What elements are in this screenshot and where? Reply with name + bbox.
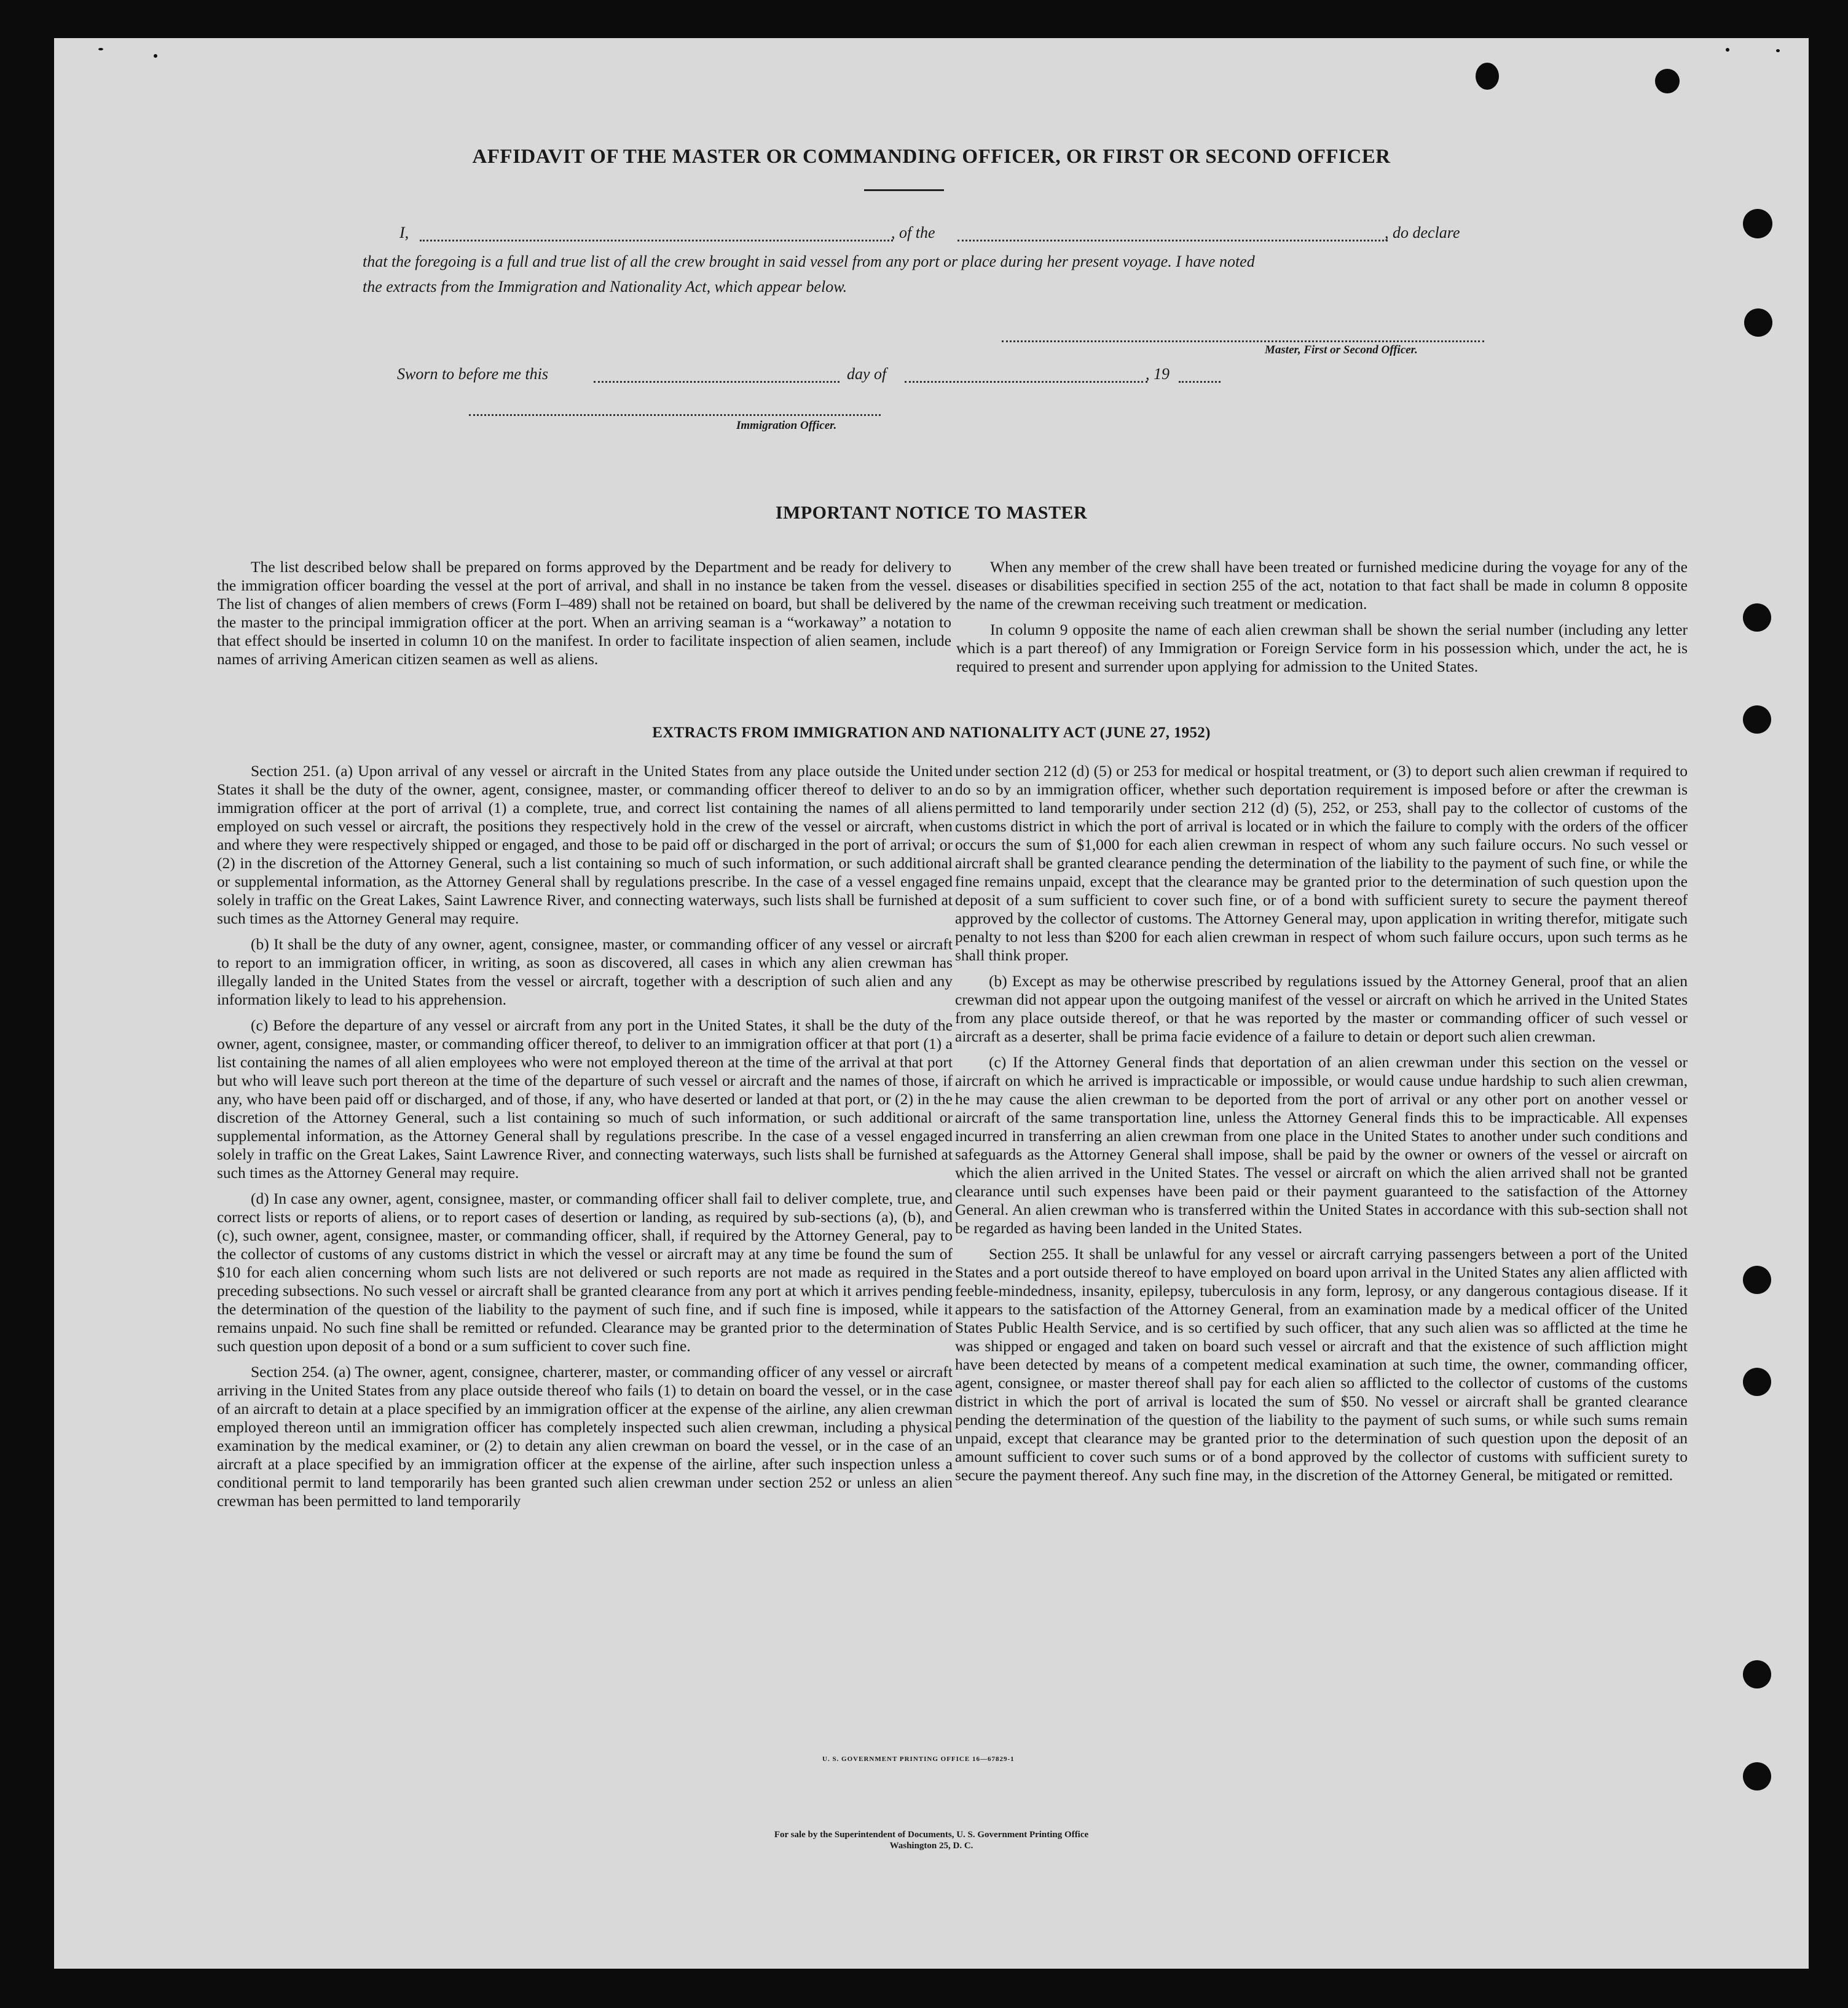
section-254-a-continued: under section 212 (d) (5) or 253 for medical or hospital treatment, or (3) to deport such alien crewman if required to do so by an immigration officer, whether such deportation requirement is imposed before or after the crewman is permitted to land temporarily under section 212 (d) (5), 252, or 253, shall pay to the collector of customs of the customs district in which the port of arrival is located or in which the failure to comply with the orders of the officer occurs the sum of $1,000 for each alien crewman in respect of whom any such failure occurs. No such vessel or aircraft shall be granted clearance pending the determination of the liability to the payment of such fine, or while the fine remains unpaid, except that the clearance may be granted prior to the determination of such question upon the deposit of a sum sufficient to cover such fine, or of a bond with sufficient surety to secure the payment thereof approved by the collector of customs. The Attorney General may, upon application in writing therefor, mitigate such penalty to not less than $200 for each alien crewman in respect of whom such failure occurs, upon such terms as he shall think proper. xyxy=(955,762,1688,964)
punch-hole xyxy=(1743,1368,1771,1396)
title-rule xyxy=(864,189,944,191)
section-251-b: (b) It shall be the duty of any owner, agent, consignee, master, or commanding officer of any vessel or aircraft to report to an immigration officer, in writing, as soon as discovered, all cases in which any alien crewman has illegally landed in the United States from the vessel or aircraft, together with a description of such alien and any information likely to lead to his apprehension. xyxy=(217,935,953,1008)
top-right-speck xyxy=(1726,48,1729,52)
top-left-speck-2 xyxy=(154,54,157,58)
punch-hole xyxy=(1743,1660,1771,1688)
extracts-right-column xyxy=(955,762,1688,1492)
master-caption: Master, First or Second Officer. xyxy=(1265,343,1418,356)
footer-line-1: For sale by the Superintendent of Documents, U. S. Government Printing Office xyxy=(774,1830,1089,1840)
i-label: I, xyxy=(399,224,409,241)
section-254-b: (b) Except as may be otherwise prescribed by regulations issued by the Attorney General, proof that an alien crewman did not appear upon the outgoing manifest of the vessel or aircraft on which he arrived in the United States from any place outside thereof, or that he was reported by the master or commanding officer of such vessel or aircraft as a deserter, shall be prima facie evidence of a failure to detain or deport such alien crewman. xyxy=(955,972,1688,1045)
affidavit-title: AFFIDAVIT OF THE MASTER OR COMMANDING OFFICER, OR FIRST OR SECOND OFFICER xyxy=(472,146,1391,168)
section-251-a: Section 251. (a) Upon arrival of any vessel or aircraft in the United States from any place outside the United States it shall be the duty of the owner, agent, consignee, master, or commanding officer thereof to deliver to an immigration officer at the port of arrival (1) a complete, true, and correct list containing the names of all aliens employed on such vessel or aircraft, the positions they respectively hold in the crew of the vessel or aircraft, when and where they were respectively shipped or engaged, and those to be paid off or discharged in the port of arrival; or (2) in the discretion of the Attorney General, such a list containing so much of such information, or such additional or supplemental information, as the Attorney General shall by regulations prescribe. In the case of a vessel engaged solely in traffic on the Great Lakes, Saint Lawrence River, and connecting waterways, such lists shall be furnished at such times as the Attorney General may require. xyxy=(217,762,953,927)
sworn-label: Sworn to before me this xyxy=(397,365,549,383)
punch-hole xyxy=(1743,1266,1771,1294)
extracts-left-column xyxy=(217,762,953,1518)
footer-line-2: Washington 25, D. C. xyxy=(889,1841,973,1851)
of-the-label: , of the xyxy=(891,224,935,241)
section-254-a: Section 254. (a) The owner, agent, consignee, charterer, master, or commanding officer of any vessel or aircraft arriving in the United States from any place outside thereof who fails (1) to detain on board the vessel, or in the case of an aircraft to detain at a place specified by an immigration officer at the expense of the airline, any alien crewman employed thereon until an immigration officer has completely inspected such alien crewman, including a physical examination by the medical examiner, or (2) to detain any alien crewman on board the vessel, or in the case of an aircraft at a place specified by an immigration officer at the expense of the airline, after such inspection unless a conditional permit to land temporarily has been granted such alien crewman under section 252 or unless an alien crewman has been permitted to land temporarily xyxy=(217,1363,953,1510)
top-left-speck xyxy=(98,48,103,50)
sales-footer xyxy=(54,1829,1809,1851)
gpo-imprint: U. S. GOVERNMENT PRINTING OFFICE 16—67829-1 xyxy=(822,1755,1015,1763)
section-255: Section 255. It shall be unlawful for any vessel or aircraft carrying passengers between a port of the United States and a port outside thereof to have employed on board upon arrival in the United States any alien afflicted with feeble-mindedness, insanity, epilepsy, tuberculosis in any form, leprosy, or any dangerous contagious disease. If it appears to the satisfaction of the Attorney General, from an examination made by a medical officer of the United States Public Health Service, and is so certified by such officer, that any such alien was so afflicted at the time he was shipped or engaged and taken on board such vessel or aircraft and that the existence of such affliction might have been detected by means of a competent medical examination at such time, the owner, commanding officer, agent, consignee, or master thereof shall pay for each alien so afflicted to the collector of customs of the customs district in which the port of arrival is located the sum of $50. No vessel or aircraft shall be granted clearance pending the determination of the question of the liability to the payment of such sums, or while such sums remain unpaid, except that clearance may be granted prior to the determination of such question upon the deposit of an amount sufficient to cover such sums or of a bond approved by the collector of customs with sufficient surety to secure the payment thereof. Any such fine may, in the discretion of the Attorney General, be mitigated or remitted. xyxy=(955,1245,1688,1484)
notice-right-paragraph-1: When any member of the crew shall have been treated or furnished medicine during the voyage for any of the diseases or disabilities specified in section 255 of the act, notation to that fact shall be made in column 8 opposite the name of the crewman receiving such treatment or medication. xyxy=(956,558,1688,613)
notice-left-column xyxy=(217,558,951,676)
master-signature-line[interactable] xyxy=(1002,340,1484,342)
punch-hole xyxy=(1655,69,1680,93)
name-field[interactable] xyxy=(420,240,893,241)
day-of-label: day of xyxy=(847,365,887,383)
sworn-month-field[interactable] xyxy=(905,381,1147,383)
declaration-line-2: that the foregoing is a full and true list of all the crew brought in said vessel from any port or place during her present voyage. I have noted xyxy=(363,253,1255,270)
extracts-title: EXTRACTS FROM IMMIGRATION AND NATIONALITY ACT (JUNE 27, 1952) xyxy=(652,724,1211,741)
punch-hole xyxy=(1743,1762,1771,1790)
notice-left-paragraph: The list described below shall be prepared on forms approved by the Department and be ready for delivery to the immigration officer boarding the vessel at the port of arrival, and shall in no instance be taken from the vessel. The list of changes of alien members of crews (Form I–489) shall not be retained on board, but shall be delivered by the master to the principal immigration officer at the port. When an arriving seaman is a “workaway” a notation to that effect should be inserted in column 10 on the manifest. In order to facilitate inspection of alien seamen, include names of arriving American citizen seamen as well as aliens. xyxy=(217,558,951,668)
punch-hole xyxy=(1743,209,1772,238)
top-right-speck-2 xyxy=(1776,49,1780,52)
section-254-c: (c) If the Attorney General finds that deportation of an alien crewman under this section on the vessel or aircraft on which he arrived is impracticable or impossible, or would cause undue hardship to such alien crewman, he may cause the alien crewman to be deported from the port of arrival or any other port on another vessel or aircraft of the same transportation line, unless the Attorney General finds this to be impracticable. All expenses incurred in transferring an alien crewman from one place in the United States to another under such conditions and safeguards as the Attorney General shall impose, shall be paid by the owner or owners of the vessel or aircraft on which the alien arrived in the United States. The vessel or aircraft on which the alien arrived shall not be granted clearance until such expenses have been paid or their payment guaranteed to the satisfaction of the Attorney General. An alien crewman who is transferred within the United States in accordance with this sub-section shall not be regarded as having been landed in the United States. xyxy=(955,1053,1688,1237)
punch-hole xyxy=(1743,603,1771,632)
notice-right-paragraph-2: In column 9 opposite the name of each alien crewman shall be shown the serial number (including any letter which is a part thereof) of any Immigration or Foreign Service form in his possession which, under the act, he is required to present and surrender upon applying for admission to the United States. xyxy=(956,621,1688,675)
do-declare-label: , do declare xyxy=(1385,224,1460,241)
notice-right-column xyxy=(956,558,1688,683)
vessel-field[interactable] xyxy=(957,240,1388,241)
officer-signature-line[interactable] xyxy=(469,414,881,416)
punch-hole xyxy=(1744,308,1772,337)
form-page xyxy=(54,38,1809,1969)
section-251-d: (d) In case any owner, agent, consignee, master, or commanding officer shall fail to deliver complete, true, and correct lists or reports of aliens, or to report cases of desertion or landing, as required by sub-sections (a), (b), and (c), such owner, agent, consignee, master, or commanding officer, shall, if required by the Attorney General, pay to the collector of customs of any customs district in which the vessel or aircraft may at any time be found the sum of $10 for each alien concerning whom such lists are not delivered or such reports are not made as required in the preceding subsections. No such vessel or aircraft shall be granted clearance from any port at which it arrives pending the determination of the question of the liability to the payment of such fine, and if such fine is imposed, while it remains unpaid. No such fine shall be remitted or refunded. Clearance may be granted prior to the determination of such question upon deposit of a bond or a sum sufficient to cover such fine. xyxy=(217,1190,953,1355)
notice-title: IMPORTANT NOTICE TO MASTER xyxy=(775,503,1088,523)
sworn-day-field[interactable] xyxy=(594,381,839,383)
officer-caption: Immigration Officer. xyxy=(736,419,837,432)
section-251-c: (c) Before the departure of any vessel or aircraft from any port in the United States, it shall be the duty of the owner, agent, consignee, master, or commanding officer thereof, to deliver to an immigration officer at that port (1) a list containing the names of all alien employees who were not employed thereon at the time of the arrival at that port but who will leave such port thereon at the time of the departure of such vessel or aircraft and the names of those, if any, who have been paid off or discharged, and of those, if any, who have deserted or landed at that port, or (2) in the discretion of the Attorney General, such a list containing so much of such information, or such additional or supplemental information, as the Attorney General shall by regulations prescribe. In the case of a vessel engaged solely in traffic on the Great Lakes, Saint Lawrence River, and connecting waterways, such lists shall be furnished at such times as the Attorney General may require. xyxy=(217,1016,953,1182)
punch-hole xyxy=(1476,63,1499,90)
year-label: , 19 xyxy=(1146,365,1170,383)
declaration-line-3: the extracts from the Immigration and Nationality Act, which appear below. xyxy=(363,278,847,296)
sworn-year-field[interactable] xyxy=(1179,381,1221,383)
